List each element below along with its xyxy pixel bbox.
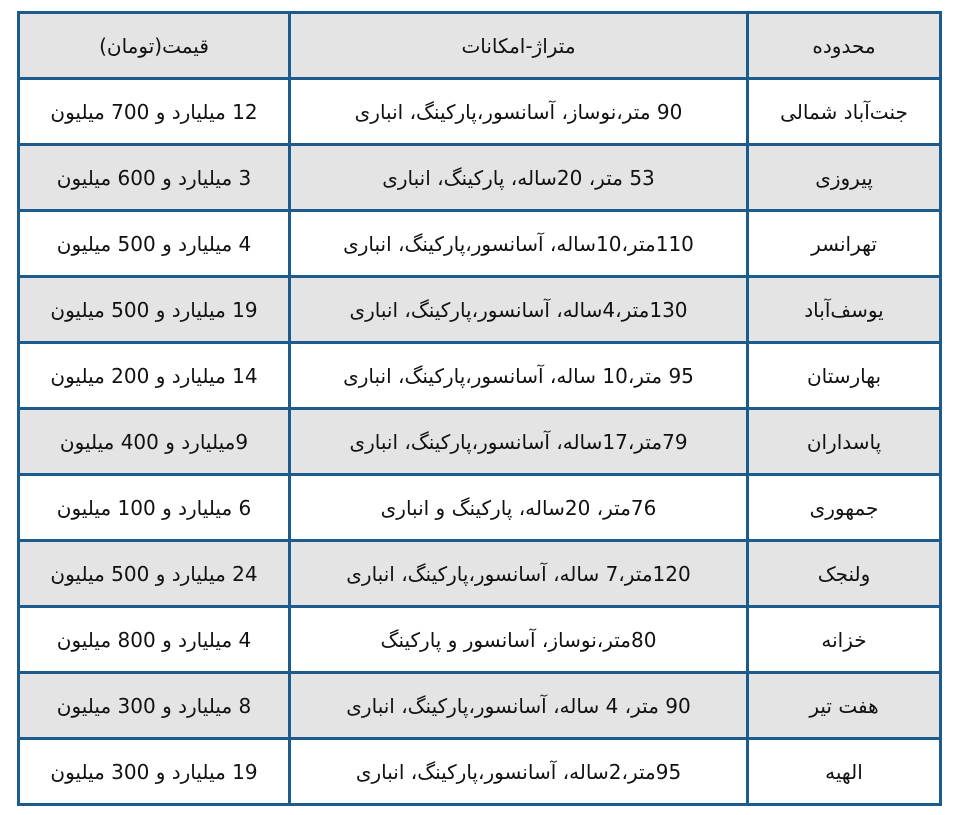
cell-area: خزانه [748,607,941,673]
cell-area: پیروزی [748,145,941,211]
cell-area: الهیه [748,739,941,805]
table-row [19,145,941,211]
cell-area: تهرانسر [748,211,941,277]
cell-price: 24 میلیارد و 500 میلیون [19,541,290,607]
cell-area: یوسف‌آباد [748,277,941,343]
cell-price: 6 میلیارد و 100 میلیون [19,475,290,541]
table-row [19,739,941,805]
cell-details: 80متر،نوساز، آسانسور و پارکینگ [290,607,748,673]
table-row [19,673,941,739]
cell-details: 90 متر، 4 ساله، آسانسور،پارکینگ، انباری [290,673,748,739]
cell-details: 90 متر،نوساز، آسانسور،پارکینگ، انباری [290,79,748,145]
cell-price: 19 میلیارد و 300 میلیون [19,739,290,805]
cell-area: جنت‌آباد شمالی [748,79,941,145]
table-row [19,409,941,475]
table-row [19,607,941,673]
cell-price: 8 میلیارد و 300 میلیون [19,673,290,739]
header-price: قیمت(تومان) [19,13,290,79]
cell-area: جمهوری [748,475,941,541]
cell-details: 120متر،7 ساله، آسانسور،پارکینگ، انباری [290,541,748,607]
cell-price: 4 میلیارد و 800 میلیون [19,607,290,673]
cell-price: 19 میلیارد و 500 میلیون [19,277,290,343]
cell-details: 76متر، 20ساله، پارکینگ و انباری [290,475,748,541]
cell-price: 3 میلیارد و 600 میلیون [19,145,290,211]
table-row [19,475,941,541]
table-row [19,79,941,145]
cell-price: 4 میلیارد و 500 میلیون [19,211,290,277]
apartment-price-table [17,11,942,806]
table-row [19,541,941,607]
cell-details: 95 متر،10 ساله، آسانسور،پارکینگ، انباری [290,343,748,409]
cell-price: 14 میلیارد و 200 میلیون [19,343,290,409]
cell-price: 12 میلیارد و 700 میلیون [19,79,290,145]
cell-price: 9میلیارد و 400 میلیون [19,409,290,475]
cell-details: 110متر،10ساله، آسانسور،پارکینگ، انباری [290,211,748,277]
header-area: محدوده [748,13,941,79]
cell-details: 130متر،4ساله، آسانسور،پارکینگ، انباری [290,277,748,343]
header-row [19,13,941,79]
cell-area: ولنجک [748,541,941,607]
cell-details: 95متر،2ساله، آسانسور،پارکینگ، انباری [290,739,748,805]
table-row [19,277,941,343]
table-row [19,211,941,277]
cell-details: 79متر،17ساله، آسانسور،پارکینگ، انباری [290,409,748,475]
cell-area: هفت تیر [748,673,941,739]
cell-area: بهارستان [748,343,941,409]
table-row [19,343,941,409]
cell-details: 53 متر، 20ساله، پارکینگ، انباری [290,145,748,211]
header-details: متراژ-امکانات [290,13,748,79]
cell-area: پاسداران [748,409,941,475]
